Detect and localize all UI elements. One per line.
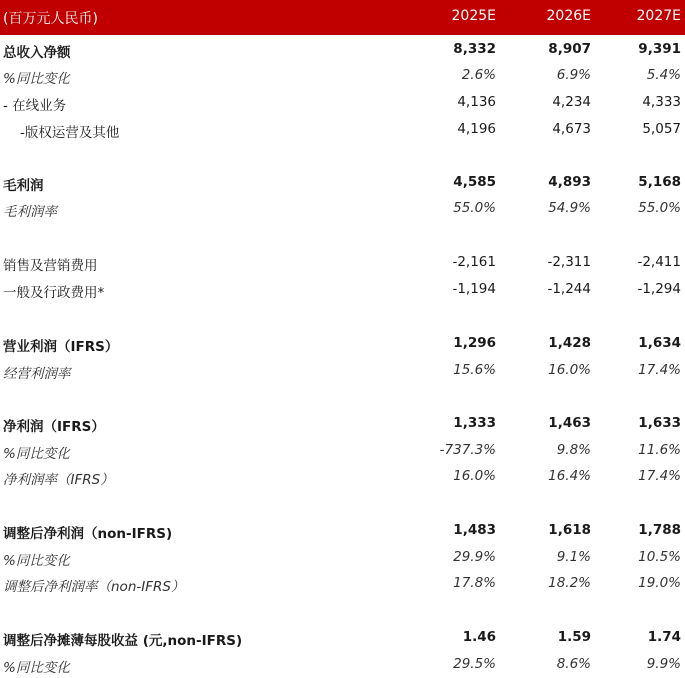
row-label: - 在线业务	[3, 98, 67, 114]
row-label: 调整后净摊薄每股收益 (元,non-IFRS)	[3, 633, 243, 649]
cell-value: 4,893	[548, 174, 591, 190]
cell-value: 29.5%	[453, 656, 496, 672]
cell-value: -2,161	[452, 254, 496, 270]
row-label: 一般及行政费用*	[3, 285, 105, 301]
table-row	[0, 117, 685, 143]
cell-value: 16.4%	[548, 468, 591, 484]
cell-value: 9.8%	[556, 442, 591, 458]
cell-value: 1.46	[462, 629, 496, 645]
cell-value: 16.0%	[453, 468, 496, 484]
row-label: %同比变化	[3, 660, 70, 676]
cell-value: -2,411	[637, 254, 681, 270]
cell-value: 1,333	[453, 415, 496, 431]
cell-value: 8,907	[548, 41, 591, 57]
cell-value: 29.9%	[453, 549, 496, 565]
year-2027-header: 2027E	[636, 8, 681, 24]
table-row	[0, 652, 685, 678]
table-row	[0, 331, 685, 357]
cell-value: -1,194	[452, 281, 496, 297]
cell-value: 6.9%	[556, 67, 591, 83]
table-row	[0, 358, 685, 384]
cell-value: -737.3%	[439, 442, 496, 458]
cell-value: 1,428	[548, 335, 591, 351]
cell-value: 1,788	[638, 522, 681, 538]
row-label: 毛利润	[3, 178, 44, 194]
cell-value: 5,168	[638, 174, 681, 190]
cell-value: 54.9%	[548, 200, 591, 216]
cell-value: 2.6%	[461, 67, 496, 83]
table-row	[0, 37, 685, 63]
table-row	[0, 277, 685, 303]
table-row	[0, 464, 685, 490]
cell-value: 4,673	[552, 121, 591, 137]
cell-value: 15.6%	[453, 362, 496, 378]
cell-value: 10.5%	[638, 549, 681, 565]
cell-value: 16.0%	[548, 362, 591, 378]
cell-value: 19.0%	[638, 575, 681, 591]
table-row	[0, 90, 685, 116]
table-row	[0, 571, 685, 597]
cell-value: 9.9%	[646, 656, 681, 672]
unit-label: (百万元人民币)	[3, 11, 98, 27]
cell-value: 17.4%	[638, 362, 681, 378]
cell-value: 8.6%	[556, 656, 591, 672]
row-label: 净利润（IFRS）	[3, 419, 105, 435]
row-label: %同比变化	[3, 71, 70, 87]
row-label: 调整后净利润（non-IFRS)	[3, 526, 173, 542]
cell-value: 1,296	[453, 335, 496, 351]
cell-value: 5,057	[642, 121, 681, 137]
cell-value: 4,585	[453, 174, 496, 190]
cell-value: 17.8%	[453, 575, 496, 591]
cell-value: 5.4%	[646, 67, 681, 83]
cell-value: 1,634	[638, 335, 681, 351]
cell-value: -1,244	[547, 281, 591, 297]
cell-value: 1,483	[453, 522, 496, 538]
cell-value: 1,618	[548, 522, 591, 538]
cell-value: 4,234	[552, 94, 591, 110]
cell-value: 4,333	[642, 94, 681, 110]
cell-value: 1,633	[638, 415, 681, 431]
cell-value: 1.59	[557, 629, 591, 645]
cell-value: 11.6%	[638, 442, 681, 458]
table-row	[0, 518, 685, 544]
cell-value: 1.74	[647, 629, 681, 645]
cell-value: 4,136	[457, 94, 496, 110]
year-2026-header: 2026E	[546, 8, 591, 24]
cell-value: 9,391	[638, 41, 681, 57]
table-row	[0, 545, 685, 571]
table-row	[0, 196, 685, 222]
cell-value: 4,196	[457, 121, 496, 137]
row-label: -版权运营及其他	[20, 125, 120, 141]
row-label: 营业利润（IFRS）	[3, 339, 119, 355]
table-row	[0, 438, 685, 464]
cell-value: 8,332	[453, 41, 496, 57]
cell-value: 9.1%	[556, 549, 591, 565]
table-row	[0, 170, 685, 196]
cell-value: 1,463	[548, 415, 591, 431]
year-2025-header: 2025E	[451, 8, 496, 24]
table-row	[0, 63, 685, 89]
table-header	[0, 0, 685, 35]
row-label: 毛利润率	[3, 204, 57, 220]
row-label: 调整后净利润率（non-IFRS）	[3, 579, 185, 595]
row-label: 经营利润率	[3, 366, 71, 382]
table-row	[0, 250, 685, 276]
row-label: 总收入净额	[3, 45, 71, 61]
row-label: %同比变化	[3, 553, 70, 569]
row-label: %同比变化	[3, 446, 70, 462]
row-label: 净利润率（IFRS）	[3, 472, 114, 488]
table-row	[0, 411, 685, 437]
cell-value: -2,311	[547, 254, 591, 270]
cell-value: 55.0%	[638, 200, 681, 216]
table-row	[0, 625, 685, 651]
cell-value: -1,294	[637, 281, 681, 297]
cell-value: 18.2%	[548, 575, 591, 591]
cell-value: 17.4%	[638, 468, 681, 484]
row-label: 销售及营销费用	[3, 258, 98, 274]
cell-value: 55.0%	[453, 200, 496, 216]
